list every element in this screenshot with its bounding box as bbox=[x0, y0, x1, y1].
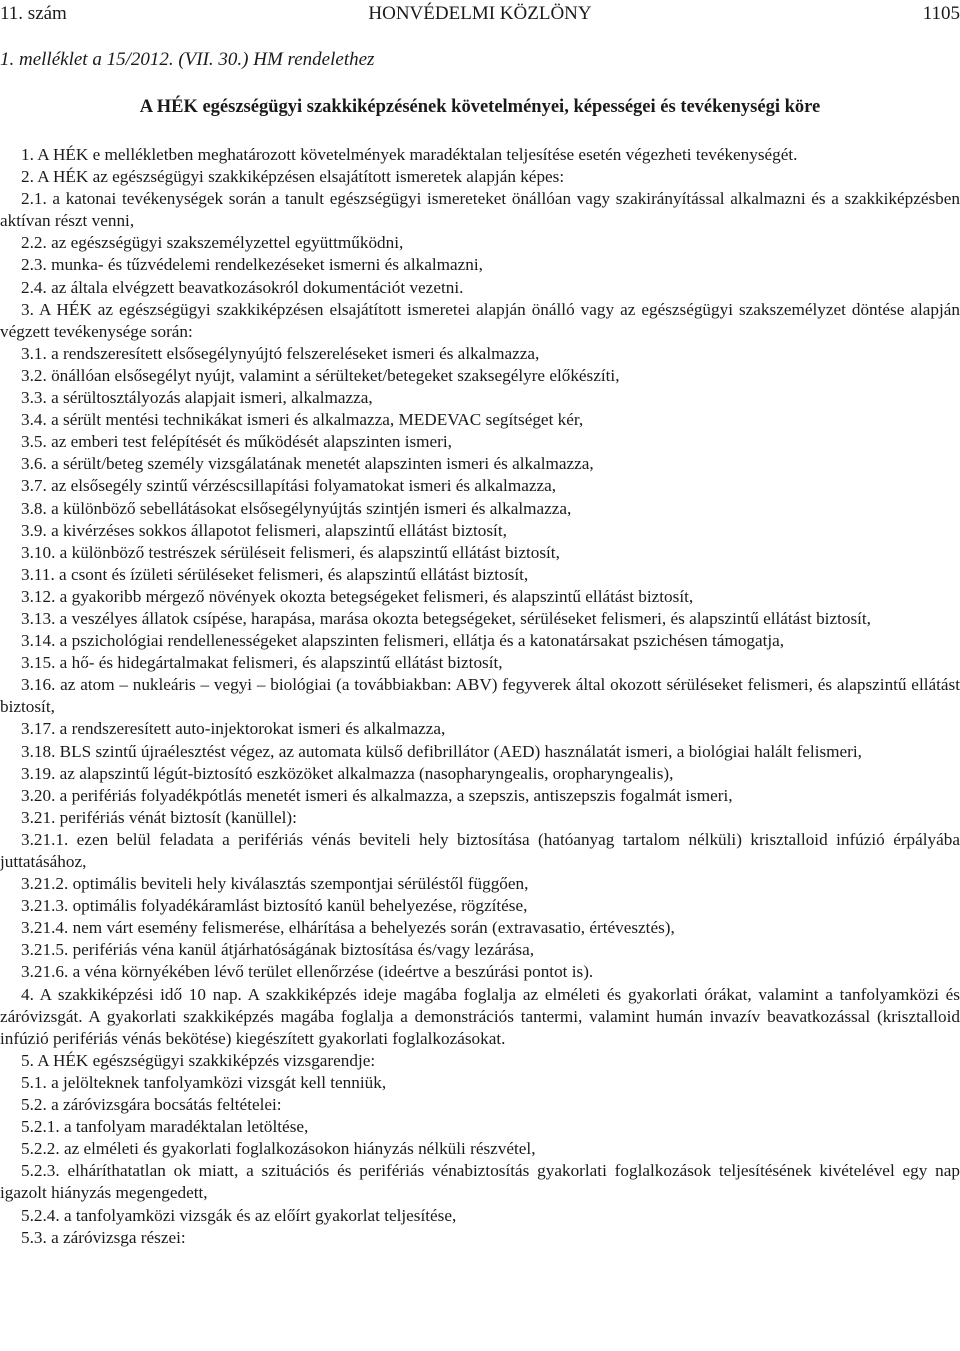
paragraph: 5.2.3. elháríthatatlan ok miatt, a szituációs és perifériás vénabiztosítás gyakorlati foglalkozások teljesítésének kivételével egy nap igazolt hiányzás megengedett, bbox=[0, 1161, 960, 1203]
paragraph: 3.4. a sérült mentési technikákat ismeri és alkalmazza, MEDEVAC segítséget kér, bbox=[21, 410, 584, 430]
paragraph: 3.3. a sérültosztályozás alapjait ismeri, alkalmazza, bbox=[21, 388, 373, 408]
paragraph: 3.21. perifériás vénát biztosít (kanüllel): bbox=[21, 807, 297, 827]
paragraph: 3.18. BLS szintű újraélesztést végez, az automata külső defibrillátor (AED) használatát ismeri, a biológiai halált felismeri, bbox=[21, 741, 862, 761]
body-text bbox=[0, 144, 960, 1249]
paragraph: 3.21.4. nem várt esemény felismerése, elhárítása a behelyezés során (extravasatio, értévesztés), bbox=[21, 918, 675, 938]
paragraph: 1. A HÉK e mellékletben meghatározott követelmények maradéktalan teljesítése esetén végezheti tevékenységét. bbox=[21, 145, 798, 164]
paragraph: 3.21.1. ezen belül feladata a perifériás vénás beviteli hely biztosítása (hatóanyag tartalom nélküli) krisztalloid infúzió érpályába juttatásához, bbox=[0, 829, 960, 871]
paragraph: 3.2. önállóan elsősegélyt nyújt, valamint a sérülteket/betegeket szaksegélyre előkészíti, bbox=[21, 365, 620, 385]
paragraph: 5. A HÉK egészségügyi szakkiképzés vizsgarendje: bbox=[21, 1050, 376, 1070]
paragraph: 3.6. a sérült/beteg személy vizsgálatának menetét alapszinten ismeri és alkalmazza, bbox=[21, 454, 594, 474]
paragraph: 3.12. a gyakoribb mérgező növények okozta betegségeket felismeri, és alapszintű ellátást biztosít, bbox=[21, 586, 694, 606]
page-number: 1105 bbox=[922, 3, 960, 24]
paragraph: 5.3. a záróvizsga részei: bbox=[21, 1227, 186, 1247]
paragraph: 3.5. az emberi test felépítését és működését alapszinten ismeri, bbox=[21, 432, 452, 452]
annex-reference: 1. melléklet a 15/2012. (VII. 30.) HM rendelethez bbox=[0, 49, 375, 70]
paragraph: 2.2. az egészségügyi szakszemélyzettel együttműködni, bbox=[21, 233, 404, 253]
paragraph: 3.21.5. perifériás véna kanül átjárhatóságának biztosítása és/vagy lezárása, bbox=[21, 940, 535, 960]
paragraph: 3.13. a veszélyes állatok csípése, harapása, marása okozta betegségeket, sérüléseket felismeri, és alapszintű ellátást biztosít, bbox=[21, 608, 871, 628]
issue-number: 11. szám bbox=[0, 3, 67, 24]
paragraph: 3.21.6. a véna környékében lévő terület ellenőrzése (ideértve a beszúrási pontot is). bbox=[21, 962, 594, 982]
paragraph: 3.21.2. optimális beviteli hely kiválasztás szempontjai sérüléstől függően, bbox=[21, 874, 529, 894]
paragraph: 3.15. a hő- és hidegártalmakat felismeri, és alapszintű ellátást biztosít, bbox=[21, 653, 503, 673]
paragraph: 5.2. a záróvizsgára bocsátás feltételei: bbox=[21, 1095, 282, 1115]
paragraph: 2.3. munka- és tűzvédelemi rendelkezéseket ismerni és alkalmazni, bbox=[21, 255, 483, 275]
paragraph: 3.11. a csont és ízületi sérüléseket felismeri, és alapszintű ellátást biztosít, bbox=[21, 564, 529, 584]
paragraph: 3. A HÉK az egészségügyi szakkiképzésen elsajátított ismeretei alapján önálló vagy az egészségügyi szakszemélyzet döntése alapján végzett tevékenysége során: bbox=[0, 299, 960, 341]
paragraph: 3.10. a különböző testrészek sérüléseit felismeri, és alapszintű ellátást biztosít, bbox=[21, 542, 560, 562]
paragraph: 5.2.1. a tanfolyam maradéktalan letöltése, bbox=[21, 1117, 309, 1137]
document-title: A HÉK egészségügyi szakkiképzésének követelményei, képességei és tevékenységi köre bbox=[139, 97, 821, 117]
paragraph: 4. A szakkiképzési idő 10 nap. A szakkiképzés ideje magába foglalja az elméleti és gyakorlati órákat, valamint a tanfolyamközi és záróvizsgát. A gyakorlati szakkiképzés magába foglalja a demonstrációs tantermi, valamint humán invazív beavatkozással (krisztalloid infúzió perifériás vénás bekötése) kiegészített gyakorlati foglalkozásokat. bbox=[0, 984, 960, 1048]
publication-title: HONVÉDELMI KÖZLÖNY bbox=[368, 3, 592, 24]
paragraph: 3.9. a kivérzéses sokkos állapotot felismeri, alapszintű ellátást biztosít, bbox=[21, 520, 507, 540]
paragraph: 3.7. az elsősegély szintű vérzéscsillapítási folyamatokat ismeri és alkalmazza, bbox=[21, 476, 557, 496]
paragraph: 3.19. az alapszintű légút-biztosító eszközöket alkalmazza (nasopharyngealis, oropharyngealis), bbox=[21, 763, 674, 783]
paragraph: 3.1. a rendszeresített elsősegélynyújtó felszereléseket ismeri és alkalmazza, bbox=[21, 343, 540, 363]
paragraph: 3.14. a pszichológiai rendellenességeket alapszinten felismeri, ellátja és a katonatársakat pszichésen támogatja, bbox=[21, 631, 785, 651]
paragraph: 5.2.4. a tanfolyamközi vizsgák és az előírt gyakorlat teljesítése, bbox=[21, 1205, 457, 1225]
paragraph: 3.16. az atom – nukleáris – vegyi – biológiai (a továbbiakban: ABV) fegyverek által okozott sérüléseket felismeri, és alapszintű ellátást biztosít, bbox=[0, 675, 960, 717]
paragraph: 2. A HÉK az egészségügyi szakkiképzésen elsajátított ismeretek alapján képes: bbox=[21, 167, 565, 187]
paragraph: 2.1. a katonai tevékenységek során a tanult egészségügyi ismereteket önállóan vagy szakirányítással alkalmazni és a szakkiképzésben aktívan részt venni, bbox=[0, 189, 960, 231]
paragraph: 2.4. az általa elvégzett beavatkozásokról dokumentációt vezetni. bbox=[21, 277, 464, 297]
running-header bbox=[0, 3, 960, 25]
paragraph: 3.21.3. optimális folyadékáramlást biztosító kanül behelyezése, rögzítése, bbox=[21, 896, 528, 916]
paragraph: 3.8. a különböző sebellátásokat elsősegélynyújtás szintjén ismeri és alkalmazza, bbox=[21, 498, 572, 518]
paragraph: 3.17. a rendszeresített auto-injektorokat ismeri és alkalmazza, bbox=[21, 719, 446, 739]
paragraph: 5.2.2. az elméleti és gyakorlati foglalkozásokon hiányzás nélküli részvétel, bbox=[21, 1139, 536, 1159]
paragraph: 5.1. a jelölteknek tanfolyamközi vizsgát kell tenniük, bbox=[21, 1072, 387, 1092]
paragraph: 3.20. a perifériás folyadékpótlás menetét ismeri és alkalmazza, a szepszis, antiszepszis fogalmát ismeri, bbox=[21, 785, 733, 805]
